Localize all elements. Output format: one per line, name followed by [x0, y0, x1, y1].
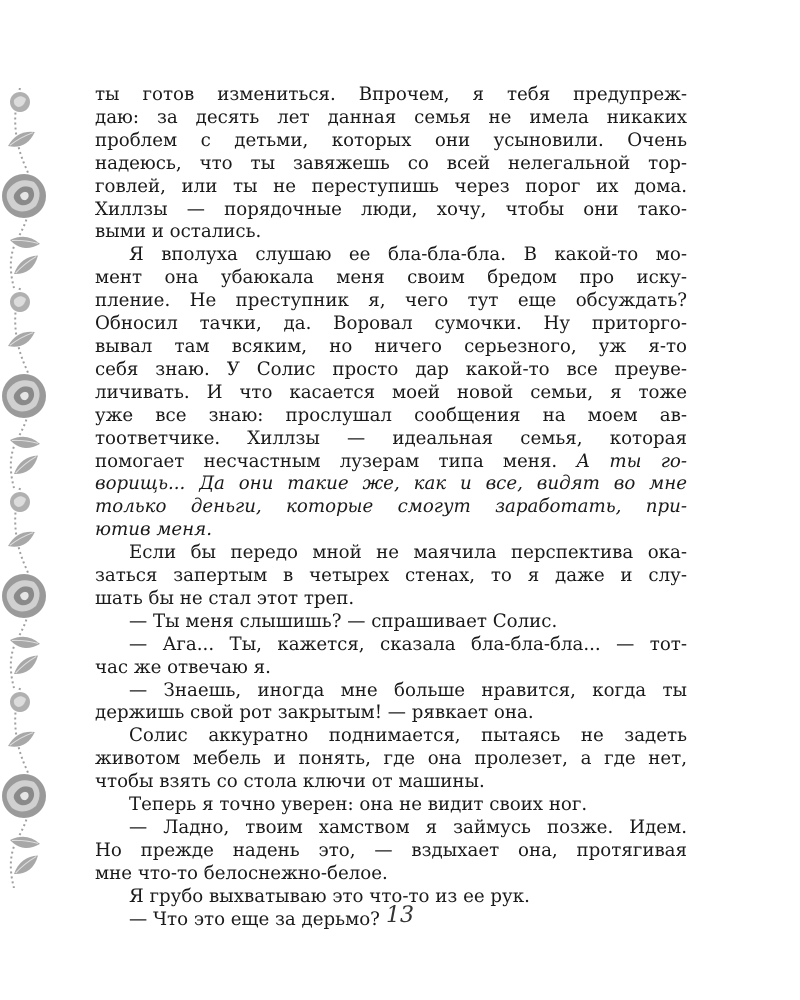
text-line: говлей, или ты не переступишь через порог их дома.: [95, 175, 687, 197]
text-line: держишь свой рот закрытым! — рявкает она.: [95, 702, 534, 724]
text-line: Если бы передо мной не маячила перспектива ока-: [129, 542, 687, 564]
rose-ornament-icon: [0, 88, 60, 888]
text-line: тоответчике. Хиллзы — идеальная семья, которая: [95, 427, 687, 449]
text-line: — Ты меня слышишь? — спрашивает Солис.: [129, 610, 558, 632]
text-line: животом мебель и понять, где она пролезет, а где нет,: [95, 748, 687, 770]
text-line: уже все знаю: прослушал сообщения на моем ав-: [95, 404, 687, 426]
text-line: шать бы не стал этот треп.: [95, 587, 355, 609]
text-line: выми и остались.: [95, 221, 262, 243]
rose-border-ornament: [0, 88, 60, 888]
text-line: только деньги, которые смогут заработать, при-: [95, 496, 687, 518]
text-line: себя знаю. У Солис просто дар какой-то все преуве-: [95, 358, 687, 380]
text-line: пление. Не преступник я, чего тут еще обсуждать?: [95, 290, 687, 312]
text-line: вывал там всяким, но ничего серьезного, уж я-то: [95, 335, 687, 357]
text-line: — Ладно, твоим хамством я займусь позже. Идем.: [129, 817, 687, 838]
text-line: проблем с детьми, которых они усыновили. Очень: [95, 129, 687, 151]
text-line: ютив меня.: [95, 519, 212, 541]
body-text: [95, 84, 687, 932]
text-line: — Ага... Ты, кажется, сказала бла-бла-бла... — тот-: [129, 633, 687, 655]
text-line: Я грубо выхватываю это что-то из ее рук.: [129, 885, 530, 907]
text-line: надеюсь, что ты завяжешь со всей нелегальной тор-: [95, 152, 687, 174]
text-segment: помогает несчастным лузерам типа меня.: [95, 450, 558, 472]
text-line: Теперь я точно уверен: она не видит своих ног.: [129, 794, 588, 816]
text-line: личивать. И что касается моей новой семьи, я тоже: [95, 381, 687, 403]
text-line: ты готов измениться. Впрочем, я тебя предупреж-: [95, 84, 687, 105]
text-line: даю: за десять лет данная семья не имела никаких: [95, 106, 687, 128]
text-line: Хиллзы — порядочные люди, хочу, чтобы они тако-: [95, 198, 687, 220]
text-line: Я вполуха слушаю ее бла-бла-бла. В какой-то мо-: [129, 244, 687, 266]
text-line: мент она убаюкала меня своим бредом про иску-: [95, 267, 687, 289]
text-line: мне что-то белоснежно-белое.: [95, 862, 388, 884]
text-line: Солис аккуратно поднимается, пытаясь не задеть: [129, 725, 687, 747]
text-line: ворищь... Да они такие же, как и все, видят во мне: [95, 473, 687, 495]
text-line: чтобы взять со стола ключи от машины.: [95, 771, 485, 793]
text-line: — Знаешь, иногда мне больше нравится, когда ты: [129, 679, 687, 701]
text-line: Но прежде надень это, — вздыхает она, протягивая: [95, 839, 687, 861]
text-line: [95, 451, 687, 474]
italic-segment: А ты го-: [576, 450, 687, 472]
text-line: Обносил тачки, да. Воровал сумочки. Ну приторго-: [95, 313, 687, 335]
text-line: заться запертым в четырех стенах, то я даже и слу-: [95, 565, 687, 587]
text-line: час же отвечаю я.: [95, 656, 271, 678]
page-number: 13: [386, 903, 414, 928]
text-line: — Что это еще за дерьмо?: [129, 908, 380, 930]
